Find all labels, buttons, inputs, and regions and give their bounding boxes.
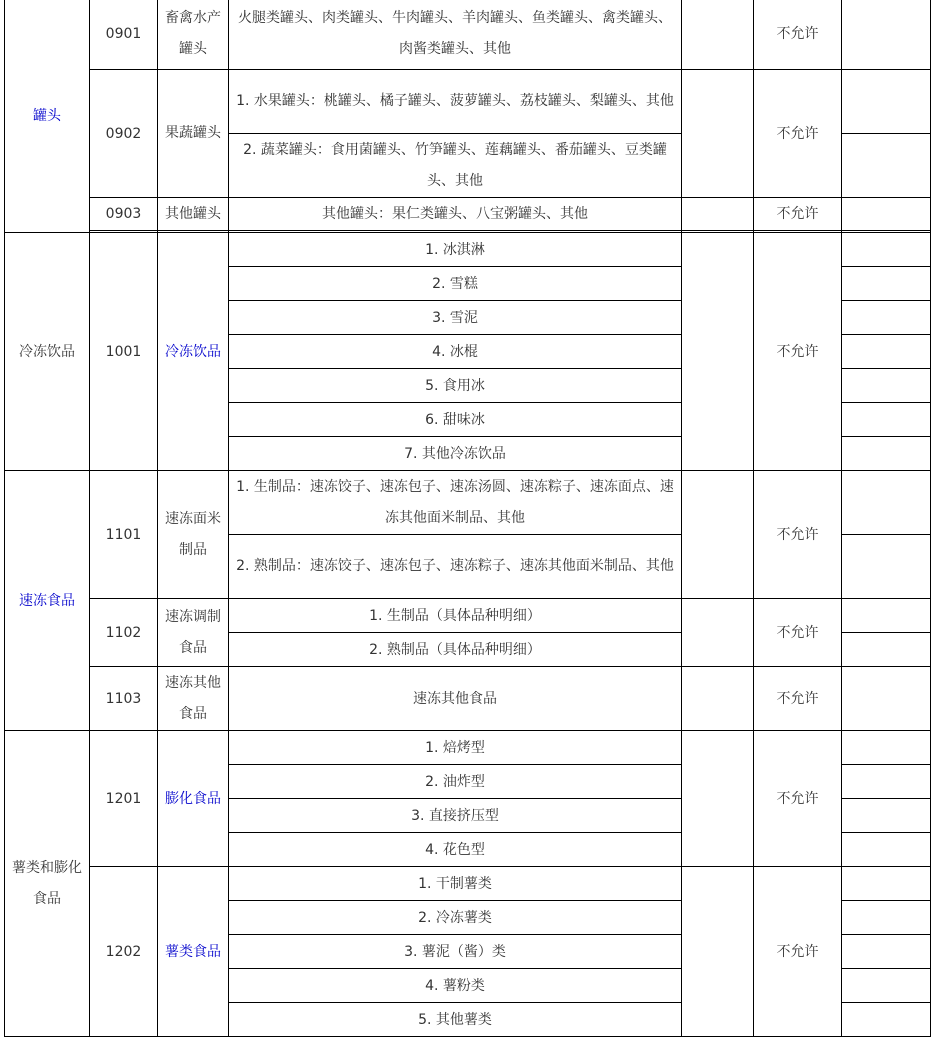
empty-cell — [842, 799, 931, 833]
table-row — [5, 599, 931, 633]
restriction-cell: 不允许 — [754, 233, 842, 471]
items-cell: 4. 薯粉类 — [229, 969, 682, 1003]
code-cell: 0902 — [90, 70, 158, 198]
restriction-cell: 不允许 — [754, 70, 842, 198]
items-cell: 速冻其他食品 — [229, 667, 682, 731]
items-cell: 2. 蔬菜罐头：食用菌罐头、竹笋罐头、莲藕罐头、番茄罐头、豆类罐头、其他 — [229, 134, 682, 198]
code-cell: 1202 — [90, 867, 158, 1037]
subcategory-cell: 其他罐头 — [158, 198, 229, 231]
code-cell: 1201 — [90, 731, 158, 867]
subcategory-cell: 速冻调制食品 — [158, 599, 229, 667]
empty-cell — [842, 437, 931, 471]
empty-cell — [842, 535, 931, 599]
empty-cell — [842, 633, 931, 667]
items-cell: 1. 生制品（具体品种明细） — [229, 599, 682, 633]
table-row — [5, 867, 931, 901]
table-row — [5, 70, 931, 134]
empty-cell — [682, 0, 754, 70]
table-row — [5, 471, 931, 535]
restriction-cell: 不允许 — [754, 471, 842, 599]
subcategory-cell: 速冻面米制品 — [158, 471, 229, 599]
subcategory-link[interactable]: 冷冻饮品 — [158, 233, 229, 471]
items-cell: 1. 焙烤型 — [229, 731, 682, 765]
table-row — [5, 233, 931, 267]
category-frozen-drinks: 冷冻饮品 — [5, 233, 90, 471]
subcategory-cell: 畜禽水产罐头 — [158, 0, 229, 70]
empty-cell — [682, 599, 754, 667]
subcategory-link[interactable]: 膨化食品 — [158, 731, 229, 867]
restriction-cell: 不允许 — [754, 0, 842, 70]
items-cell: 6. 甜味冰 — [229, 403, 682, 437]
empty-cell — [842, 233, 931, 267]
restriction-cell: 不允许 — [754, 667, 842, 731]
category-potato-puffed: 薯类和膨化食品 — [5, 731, 90, 1037]
empty-cell — [842, 198, 931, 231]
items-cell: 1. 水果罐头：桃罐头、橘子罐头、菠萝罐头、荔枝罐头、梨罐头、其他 — [229, 70, 682, 134]
items-cell: 4. 冰棍 — [229, 335, 682, 369]
items-cell: 1. 生制品：速冻饺子、速冻包子、速冻汤圆、速冻粽子、速冻面点、速冻其他面米制品、其他 — [229, 471, 682, 535]
empty-cell — [682, 867, 754, 1037]
items-cell: 4. 花色型 — [229, 833, 682, 867]
restriction-cell: 不允许 — [754, 867, 842, 1037]
code-cell: 1102 — [90, 599, 158, 667]
items-cell: 3. 薯泥（酱）类 — [229, 935, 682, 969]
empty-cell — [682, 667, 754, 731]
table-row — [5, 731, 931, 765]
restriction-cell: 不允许 — [754, 731, 842, 867]
empty-cell — [842, 935, 931, 969]
items-cell: 1. 干制薯类 — [229, 867, 682, 901]
items-cell: 1. 冰淇淋 — [229, 233, 682, 267]
code-cell: 0901 — [90, 0, 158, 70]
code-cell: 1001 — [90, 233, 158, 471]
empty-cell — [682, 731, 754, 867]
items-cell: 5. 食用冰 — [229, 369, 682, 403]
empty-cell — [842, 1003, 931, 1037]
items-cell: 火腿类罐头、肉类罐头、牛肉罐头、羊肉罐头、鱼类罐头、禽类罐头、肉酱类罐头、其他 — [229, 0, 682, 70]
items-cell: 2. 冷冻薯类 — [229, 901, 682, 935]
empty-cell — [842, 969, 931, 1003]
empty-cell — [842, 301, 931, 335]
empty-cell — [842, 70, 931, 134]
restriction-cell: 不允许 — [754, 599, 842, 667]
table-row — [5, 198, 931, 231]
subcategory-cell: 果蔬罐头 — [158, 70, 229, 198]
empty-cell — [842, 267, 931, 301]
empty-cell — [682, 233, 754, 471]
empty-cell — [842, 765, 931, 799]
empty-cell — [842, 471, 931, 535]
table-row — [5, 0, 931, 70]
items-cell: 2. 油炸型 — [229, 765, 682, 799]
empty-cell — [842, 667, 931, 731]
items-cell: 2. 雪糕 — [229, 267, 682, 301]
empty-cell — [682, 471, 754, 599]
subcategory-link[interactable]: 薯类食品 — [158, 867, 229, 1037]
restriction-cell: 不允许 — [754, 198, 842, 231]
empty-cell — [842, 599, 931, 633]
empty-cell — [842, 833, 931, 867]
food-category-table — [4, 0, 931, 1037]
empty-cell — [842, 369, 931, 403]
subcategory-cell: 速冻其他食品 — [158, 667, 229, 731]
empty-cell — [842, 335, 931, 369]
empty-cell — [842, 0, 931, 70]
empty-cell — [842, 134, 931, 198]
empty-cell — [842, 731, 931, 765]
items-cell: 5. 其他薯类 — [229, 1003, 682, 1037]
items-cell: 其他罐头：果仁类罐头、八宝粥罐头、其他 — [229, 198, 682, 231]
code-cell: 1103 — [90, 667, 158, 731]
items-cell: 3. 雪泥 — [229, 301, 682, 335]
empty-cell — [682, 198, 754, 231]
category-canned[interactable]: 罐头 — [5, 0, 90, 233]
items-cell: 2. 熟制品（具体品种明细） — [229, 633, 682, 667]
table-row — [5, 667, 931, 731]
empty-cell — [682, 70, 754, 198]
items-cell: 3. 直接挤压型 — [229, 799, 682, 833]
code-cell: 0903 — [90, 198, 158, 231]
code-cell: 1101 — [90, 471, 158, 599]
category-quick-frozen[interactable]: 速冻食品 — [5, 471, 90, 731]
empty-cell — [842, 403, 931, 437]
items-cell: 2. 熟制品：速冻饺子、速冻包子、速冻粽子、速冻其他面米制品、其他 — [229, 535, 682, 599]
empty-cell — [842, 901, 931, 935]
items-cell: 7. 其他冷冻饮品 — [229, 437, 682, 471]
empty-cell — [842, 867, 931, 901]
